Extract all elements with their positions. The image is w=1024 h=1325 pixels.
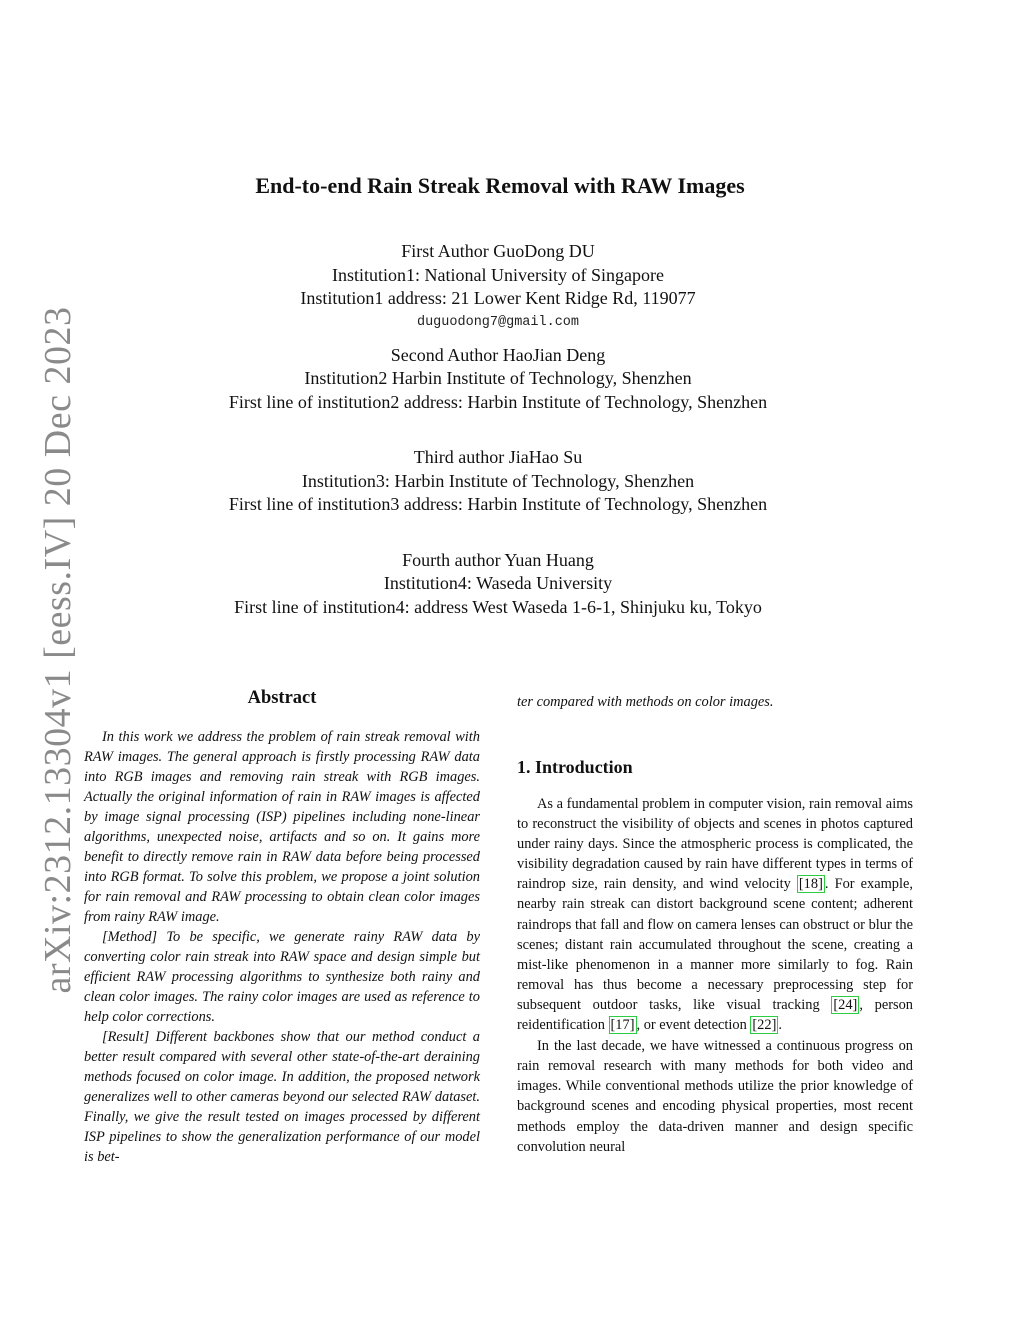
arxiv-identifier: arXiv:2312.13304v1 [eess.IV] 20 Dec 2023 <box>37 306 79 994</box>
author-block-2 <box>0 344 996 415</box>
author-name: First Author GuoDong DU <box>401 241 595 261</box>
abstract-paragraph: In this work we address the problem of rain streak removal with RAW images. The general approach is firstly processing RAW data into RGB images and removing rain streak with RGB images. Actually the original information of rain in RAW images is affected by image signal processing (ISP) pipelines including none-linear algorithms, unexpected noise, artifacts and so on. It gains more benefit to directly remove rain in RAW data before being processed into RGB format. To solve this problem, we propose a joint solution for rain removal and RAW processing to obtain clean color images from rainy RAW image. <box>84 729 480 925</box>
author-block-3 <box>0 446 996 517</box>
author-address: First line of institution4: address West Waseda 1-6-1, Shinjuku ku, Tokyo <box>234 596 762 617</box>
author-email[interactable]: duguodong7@gmail.com <box>416 314 580 330</box>
citation-link[interactable]: [22] <box>752 1017 777 1034</box>
text-run: , person reidentification <box>517 996 913 1034</box>
author-address: First line of institution3 address: Harbin Institute of Technology, Shenzhen <box>228 494 768 514</box>
text-run: . <box>778 1017 782 1034</box>
author-block-1 <box>0 240 996 335</box>
text-run: . For example, nearby rain streak can distort background scene content; adherent raindrops that fall and flow on camera lenses can obstruct or blur the scenes; distant rain accumulated throughout the scene, creating a mist-like phenomenon in a manner more similarly to fog. Rain removal has thus become a necessary preprocessing step for subsequent outdoor tasks, like visual tracking <box>517 876 913 1013</box>
author-address: First line of institution2 address: Harbin Institute of Technology, Shenzhen <box>228 391 768 412</box>
author-institution: Institution1: National University of Singapore <box>332 264 664 285</box>
author-block-4 <box>0 549 996 620</box>
abstract-paragraph: [Method] To be specific, we generate rainy RAW data by converting color rain streak into RAW space and design simple but efficient RAW processing algorithms to synthesize both rainy and clean color images. The rainy color images are used as reference to help color corrections. <box>84 929 480 1025</box>
section-heading-introduction: 1. Introduction <box>517 757 633 777</box>
abstract-heading: Abstract <box>247 688 317 708</box>
author-institution: Institution2 Harbin Institute of Technology, Shenzhen <box>304 368 692 388</box>
author-name: Third author JiaHao Su <box>413 447 583 467</box>
body-paragraph: In the last decade, we have witnessed a continuous progress on rain removal research with many methods for both video and images. While conventional methods utilize the prior knowledge of background scenes and encoding physical properties, most recent methods employ the data-driven manner and design specific convolution neural <box>517 1038 913 1155</box>
author-list <box>0 240 996 619</box>
right-column <box>517 692 913 1157</box>
body-paragraph <box>517 794 913 1035</box>
abstract-paragraph: [Result] Different backbones show that our method conduct a better result compared with several other state-of-the-art deraining methods focused on color image. In addition, the proposed network generalizes well to other cameras beyond our selected RAW dataset. Finally, we give the result tested on images processed by different ISP pipelines to show the generalization performance of our model is bet- <box>84 1029 480 1165</box>
paper-title: End-to-end Rain Streak Removal with RAW Images <box>255 173 745 198</box>
left-column <box>84 688 480 1167</box>
text-run: , or event detection <box>636 1017 751 1034</box>
text-run: As a fundamental problem in computer vision, rain removal aims to reconstruct the visibility of objects and scenes in photos captured under rainy days. Since the atmospheric process is complicated, the visibility degradation caused by rain have different types in terms of raindrop size, rain density, and wind velocity <box>517 796 913 893</box>
citation-link[interactable]: [24] <box>833 996 858 1013</box>
citation-link[interactable]: [17] <box>610 1017 635 1034</box>
abstract-continuation: ter compared with methods on color images. <box>517 694 774 710</box>
author-name: Second Author HaoJian Deng <box>390 344 606 365</box>
author-institution: Institution3: Harbin Institute of Technology, Shenzhen <box>301 470 695 491</box>
author-institution: Institution4: Waseda University <box>383 573 613 593</box>
citation-link[interactable]: [18] <box>798 876 823 893</box>
author-address: Institution1 address: 21 Lower Kent Ridge Rd, 119077 <box>300 288 696 308</box>
author-name: Fourth author Yuan Huang <box>402 549 594 570</box>
